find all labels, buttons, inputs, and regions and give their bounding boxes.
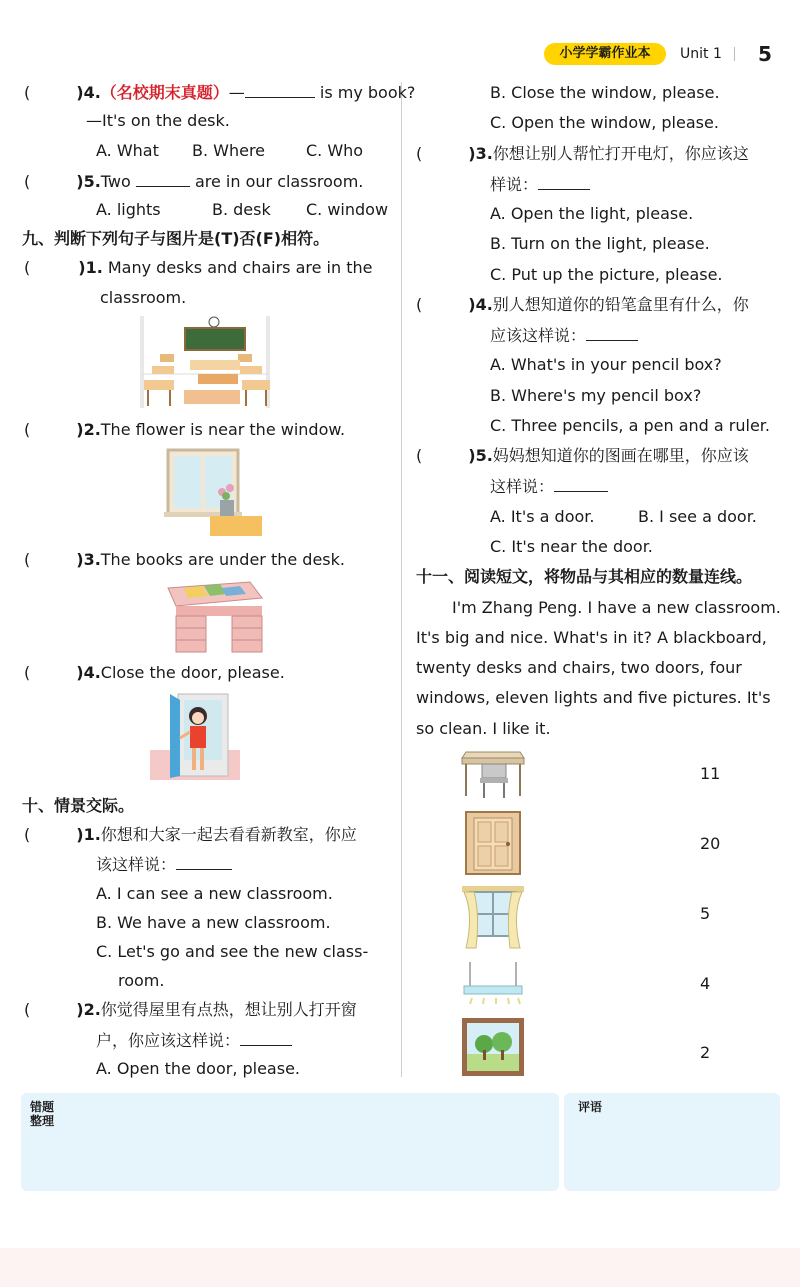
number-20[interactable]: 20	[700, 834, 721, 853]
question-8-5: ( )5.Two are in our classroom.	[24, 172, 364, 191]
section-10-title: 十、情景交际。	[22, 796, 135, 815]
passage-line-4: windows, eleven lights and five pictures. It's	[416, 688, 771, 707]
question-8-4: ( )4.（名校期末真题）— is my book?	[24, 83, 416, 102]
desk-chair-icon[interactable]	[458, 748, 528, 800]
option-a: A. Open the light, please.	[490, 204, 694, 223]
question-9-3: ( )3.The books are under the desk.	[24, 550, 345, 569]
number-2[interactable]: 2	[700, 1043, 711, 1062]
answer-blank[interactable]	[245, 81, 315, 98]
option-a: A. I can see a new classroom.	[96, 884, 333, 903]
option-a: A. Open the door, please.	[96, 1059, 300, 1078]
question-10-3-cont: 样说：	[490, 173, 590, 196]
window-flower-picture	[164, 446, 264, 542]
question-10-4: ( )4.别人想知道你的铅笔盒里有什么，你	[416, 295, 749, 314]
window-icon[interactable]	[460, 884, 526, 952]
option-a: A. lights	[96, 200, 161, 219]
number-5[interactable]: 5	[700, 904, 711, 923]
picture-icon[interactable]	[460, 1016, 526, 1078]
question-10-1: ( )1.你想和大家一起去看看新教室，你应	[24, 825, 357, 844]
question-9-4: ( )4.Close the door, please.	[24, 663, 285, 682]
brand-badge: 小学学霸作业本	[544, 43, 666, 65]
unit-label: Unit 1	[680, 46, 722, 62]
answer-blank[interactable]	[554, 475, 608, 492]
question-9-1: ( )1. Many desks and chairs are in the	[24, 258, 373, 277]
option-c: C. It's near the door.	[490, 537, 653, 556]
option-c-cont: room.	[118, 971, 165, 990]
number-4[interactable]: 4	[700, 974, 711, 993]
question-10-5-cont: 这样说：	[490, 475, 608, 498]
passage-line-2: It's big and nice. What's in it? A blackboard,	[416, 628, 767, 647]
option-a: A. It's a door.	[490, 507, 595, 526]
question-9-2: ( )2.The flower is near the window.	[24, 420, 346, 439]
header-separator	[734, 47, 735, 61]
option-b: B. I see a door.	[638, 507, 757, 526]
option-c: C. Let's go and see the new class-	[96, 942, 369, 961]
option-c: C. window	[306, 200, 389, 219]
classroom-picture	[130, 314, 280, 410]
option-a: A. What	[96, 141, 159, 160]
question-10-2: ( )2.你觉得屋里有点热，想让别人打开窗	[24, 1000, 357, 1019]
answer-blank[interactable]	[586, 324, 638, 341]
option-b: B. desk	[212, 200, 271, 219]
desk-books-picture	[154, 576, 264, 656]
option-a: A. What's in your pencil box?	[490, 355, 722, 374]
girl-door-picture	[150, 690, 240, 782]
door-icon[interactable]	[464, 810, 522, 876]
section-9-title: 九、判断下列句子与图片是(T)否(F)相符。	[22, 229, 330, 248]
question-10-4-cont: 应该这样说：	[490, 324, 638, 347]
question-10-2-cont: 户，你应该这样说：	[96, 1029, 292, 1052]
mistakes-box[interactable]	[21, 1093, 559, 1191]
option-c: C. Who	[306, 141, 364, 160]
question-8-4-answer: —It's on the desk.	[86, 111, 230, 130]
passage-line-1: I'm Zhang Peng. I have a new classroom.	[452, 598, 781, 617]
question-9-1-cont: classroom.	[100, 288, 187, 307]
option-b: B. Where	[192, 141, 266, 160]
option-c: C. Put up the picture, please.	[490, 265, 723, 284]
option-b: B. Close the window, please.	[490, 83, 720, 102]
column-divider	[401, 82, 402, 1077]
answer-blank[interactable]	[240, 1029, 292, 1046]
option-b: B. We have a new classroom.	[96, 913, 331, 932]
section-11-title: 十一、阅读短文，将物品与其相应的数量连线。	[416, 567, 753, 586]
option-b: B. Turn on the light, please.	[490, 234, 710, 253]
question-10-1-cont: 该这样说：	[96, 853, 232, 876]
option-c: C. Three pencils, a pen and a ruler.	[490, 416, 770, 435]
passage-line-5: so clean. I like it.	[416, 719, 551, 738]
number-11[interactable]: 11	[700, 764, 721, 783]
answer-blank[interactable]	[538, 173, 590, 190]
answer-blank[interactable]	[176, 853, 232, 870]
option-b: B. Where's my pencil box?	[490, 386, 702, 405]
question-10-5: ( )5.妈妈想知道你的图画在哪里，你应该	[416, 446, 749, 465]
light-icon[interactable]	[460, 960, 526, 1006]
page-number: 5	[758, 42, 772, 66]
mistakes-label: 错题整理	[30, 1100, 55, 1128]
passage-line-3: twenty desks and chairs, two doors, four	[416, 658, 742, 677]
comment-label: 评语	[578, 1100, 603, 1114]
answer-blank[interactable]	[136, 170, 190, 187]
page-bottom-band	[0, 1248, 800, 1287]
option-c: C. Open the window, please.	[490, 113, 719, 132]
question-10-3: ( )3.你想让别人帮忙打开电灯，你应该这	[416, 144, 749, 163]
